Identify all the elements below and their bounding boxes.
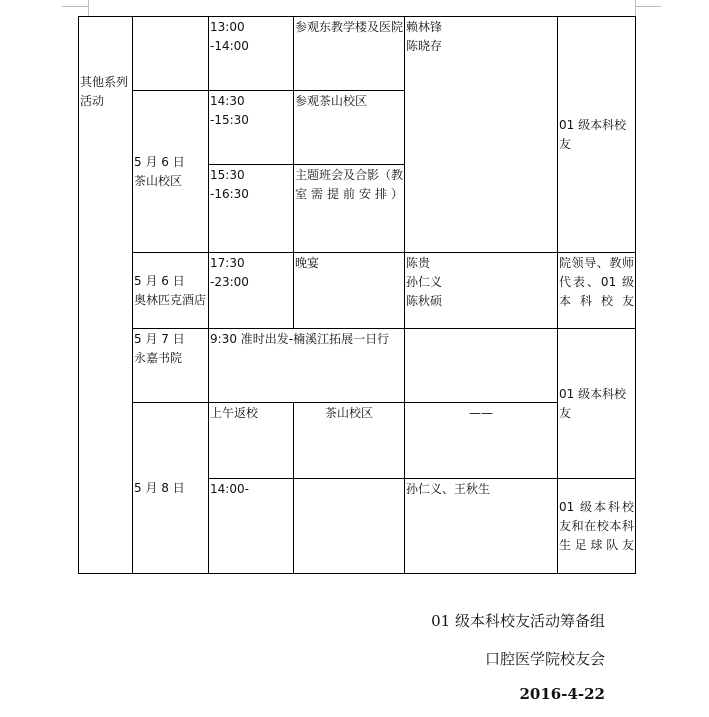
category-cell bbox=[79, 17, 133, 574]
page-corner-marks bbox=[0, 0, 709, 16]
person-cell bbox=[405, 329, 558, 403]
activity-cell: 参观茶山校区 bbox=[294, 91, 405, 165]
document-date: 2016-4-22 bbox=[519, 685, 605, 703]
time-activity-cell: 9:30 准时出发-楠溪江拓展一日行 bbox=[209, 329, 405, 403]
table-row bbox=[79, 17, 636, 91]
date-cell: 5 月 6 日 奥林匹克酒店 bbox=[133, 253, 209, 329]
attendee-cell: 01 级本科校友 bbox=[558, 329, 636, 479]
table-row bbox=[79, 329, 636, 403]
time-cell: 14:00- bbox=[209, 479, 294, 574]
date-cell: 5 月 6 日 茶山校区 bbox=[133, 91, 209, 253]
category-label: 其他系列活动 bbox=[80, 75, 129, 108]
person-cell: —— bbox=[405, 403, 558, 479]
time-cell: 上午返校 bbox=[209, 403, 294, 479]
time-cell: 13:00 -14:00 bbox=[209, 17, 294, 91]
time-cell: 14:30 -15:30 bbox=[209, 91, 294, 165]
date-cell: 5 月 8 日 bbox=[133, 403, 209, 574]
association-signature: 口腔医学院校友会 bbox=[484, 650, 605, 668]
organizer-signature: 01 级本科校友活动筹备组 bbox=[431, 612, 605, 630]
date-cell: 5 月 7 日 永嘉书院 bbox=[133, 329, 209, 403]
attendee-cell: 院领导、教师代表、01 级本科校友 bbox=[558, 253, 636, 329]
time-cell: 17:30 -23:00 bbox=[209, 253, 294, 329]
person-cell: 赖林锋 陈晓存 bbox=[405, 17, 558, 253]
activity-cell bbox=[294, 479, 405, 574]
attendee-cell: 01 级本科校友和在校本科生足球队友 bbox=[558, 479, 636, 574]
date-cell bbox=[133, 17, 209, 91]
person-cell: 孙仁义、王秋生 bbox=[405, 479, 558, 574]
attendee-cell: 01 级本科校友 bbox=[558, 17, 636, 253]
table-row bbox=[79, 253, 636, 329]
person-cell: 陈贵 孙仁义 陈秋硕 bbox=[405, 253, 558, 329]
activity-cell: 茶山校区 bbox=[294, 403, 405, 479]
activity-cell: 参观东教学楼及医院 bbox=[294, 17, 405, 91]
activity-cell: 晚宴 bbox=[294, 253, 405, 329]
schedule-table bbox=[78, 16, 636, 574]
table-row bbox=[79, 403, 636, 479]
time-cell: 15:30 -16:30 bbox=[209, 165, 294, 253]
activity-cell: 主题班会及合影（教室需提前安排） bbox=[294, 165, 405, 253]
